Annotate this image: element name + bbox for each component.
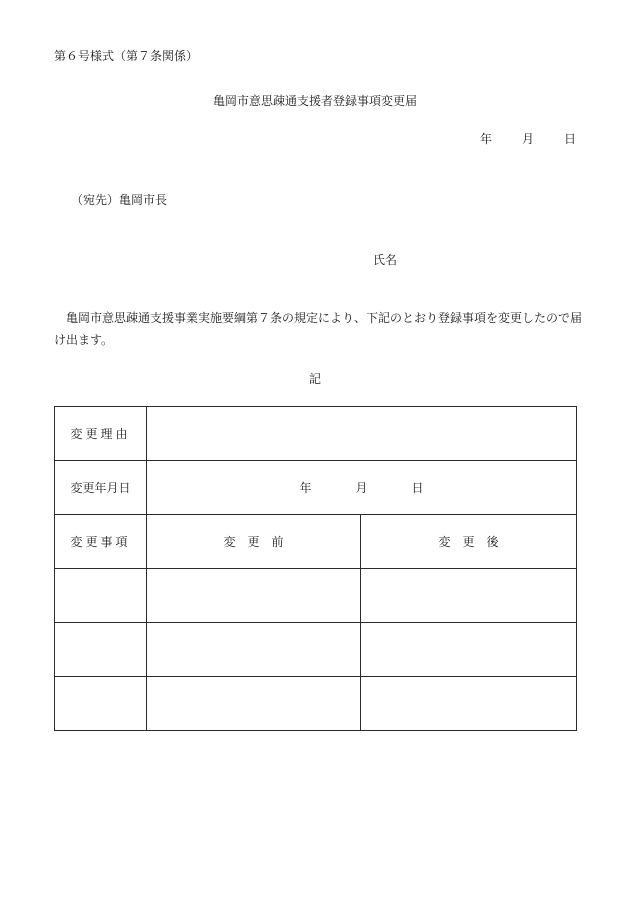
after-header: 変 更 後 [361, 515, 577, 569]
item-label: 変更事項 [55, 515, 147, 569]
table-row [55, 569, 577, 623]
change-date-field[interactable] [147, 461, 577, 515]
after-cell[interactable] [361, 569, 577, 623]
addressee: （宛先）亀岡市長 [71, 193, 168, 207]
after-cell[interactable] [361, 677, 577, 731]
after-cell[interactable] [361, 623, 577, 677]
before-cell[interactable] [147, 623, 361, 677]
body-text: 亀岡市意思疎通支援事業実施要綱第７条の規定により、下記のとおり登録事項を変更したので届け出ます。 [54, 311, 583, 347]
date-year-label: 年 [480, 132, 493, 146]
change-date-label: 変更年月日 [55, 461, 147, 515]
item-cell[interactable] [55, 569, 147, 623]
date-day-label: 日 [564, 132, 577, 146]
change-date-month-label: 月 [355, 481, 368, 495]
reason-field[interactable] [147, 407, 577, 461]
change-form-table [54, 406, 577, 731]
table-row [55, 677, 577, 731]
applicant-name-label: 氏名 [373, 253, 398, 267]
change-date-row [55, 461, 577, 515]
item-header-row [55, 515, 577, 569]
form-number: 第６号様式（第７条関係） [54, 49, 199, 63]
change-date-day-label: 日 [411, 481, 424, 495]
change-date-year-label: 年 [299, 481, 312, 495]
date-month-label: 月 [522, 132, 535, 146]
table-row [55, 623, 577, 677]
before-header: 変 更 前 [147, 515, 361, 569]
before-cell[interactable] [147, 569, 361, 623]
reason-label: 変更理由 [55, 407, 147, 461]
reason-row [55, 407, 577, 461]
item-cell[interactable] [55, 623, 147, 677]
item-cell[interactable] [55, 677, 147, 731]
submission-date [480, 130, 576, 147]
document-title: 亀岡市意思疎通支援者登録事項変更届 [212, 94, 417, 108]
ki-heading: 記 [308, 372, 321, 386]
before-cell[interactable] [147, 677, 361, 731]
